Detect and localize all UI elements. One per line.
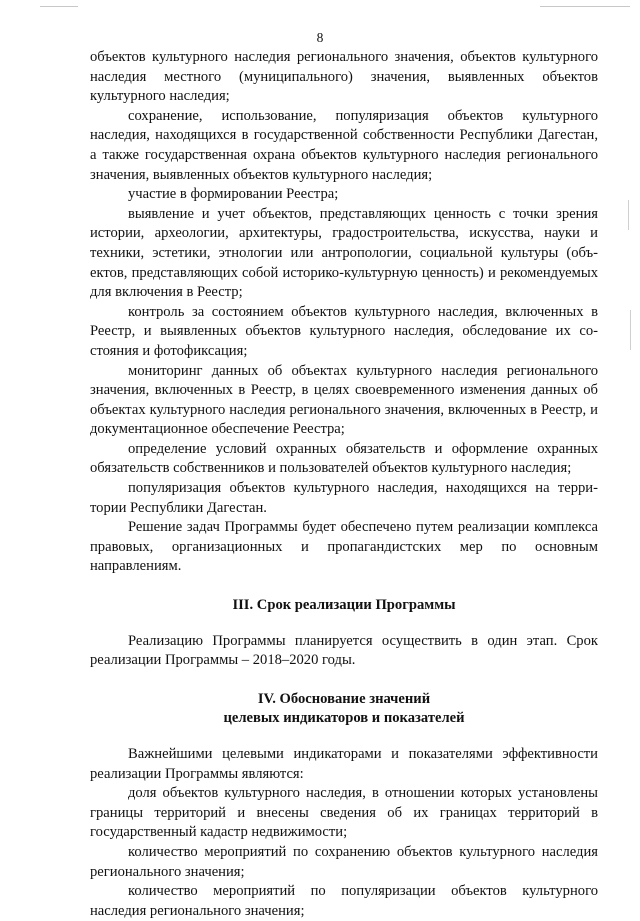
section-heading-4-line-1: IV. Обоснование значений xyxy=(257,690,431,707)
paragraph: количество мероприятий по популяризации объектов культурного наследия регионального значения; xyxy=(90,883,598,919)
paragraph: контроль за состоянием объектов культурного наследия, включенных в Реестр, и выявленных объектов культурного наследия, обследование их состояния и фотофиксация; xyxy=(90,303,598,359)
scan-artifact-right-edge-2 xyxy=(630,310,631,350)
paragraph: Важнейшими целевыми индикаторами и показателями эффективности реализации Программы являются: xyxy=(90,746,598,782)
section-4-body xyxy=(90,745,598,921)
paragraph: объектов культурного наследия регионального значения, объектов культурного наследия местного (муниципального) значения, выявленных объектов культурного наследия; xyxy=(90,49,598,105)
scan-artifact-right-edge-1 xyxy=(628,200,629,230)
paragraph: мониторинг данных об объектах культурного наследия регионального значения, включенных в Реестр, в целях своевременного изменения данных об объектах культурного наследия регионального значения, включенных в Реестр, и документационное обеспечение Реестра; xyxy=(90,362,598,438)
list-block-top xyxy=(90,48,598,577)
document-body xyxy=(90,48,598,921)
spacer xyxy=(90,577,598,596)
paragraph: доля объектов культурного наследия, в отношении которых установлены границы территорий и внесены сведения об их границах территорий в государственный кадастр недвижимости; xyxy=(90,785,598,841)
scan-artifact-top-left xyxy=(40,6,78,7)
paragraph: Решение задач Программы будет обеспечено путем реализации комплекса правовых, организационных и пропагандистских мер по основным направлениям. xyxy=(90,519,598,575)
paragraph: популяризация объектов культурного наследия, находящихся на территории Республики Дагестан. xyxy=(90,480,598,516)
paragraph: Реализацию Программы планируется осуществить в один этап. Срок реализации Программы – 2018–2020 годы. xyxy=(90,632,598,669)
page-number: 8 xyxy=(316,30,324,45)
paragraph: количество мероприятий по сохранению объектов культурного наследия регионального значения; xyxy=(90,843,598,880)
spacer xyxy=(90,729,598,745)
section-heading-4-line-2: целевых индикаторов и показателей xyxy=(223,710,465,727)
spacer xyxy=(90,671,598,690)
section-3-body xyxy=(90,632,598,671)
paragraph: выявление и учет объектов, представляющих ценность с точки зрения истории, археологии, архитектуры, градостроительства, искусства, науки и техники, эстетики, этнологии или антропологии, социальной культуры (объектов, представляющих собой историко-культурную ценность) и рекомендуемых для включения в Реестр; xyxy=(90,205,598,301)
spacer xyxy=(90,616,598,632)
paragraph: участие в формировании Реестра; xyxy=(128,186,339,203)
paragraph: определение условий охранных обязательств и оформление охранных обязательств собственников и пользователей объектов культурного наследия; xyxy=(90,440,598,477)
paragraph: сохранение, использование, популяризация объектов культурного наследия, находящихся в государственной собственности Республики Дагестан, а также государственная охрана объектов культурного наследия регионального значения, выявленных объектов культурного наследия; xyxy=(90,107,598,183)
section-heading-3: III. Срок реализации Программы xyxy=(232,597,456,614)
scan-artifact-top-right xyxy=(540,6,630,7)
